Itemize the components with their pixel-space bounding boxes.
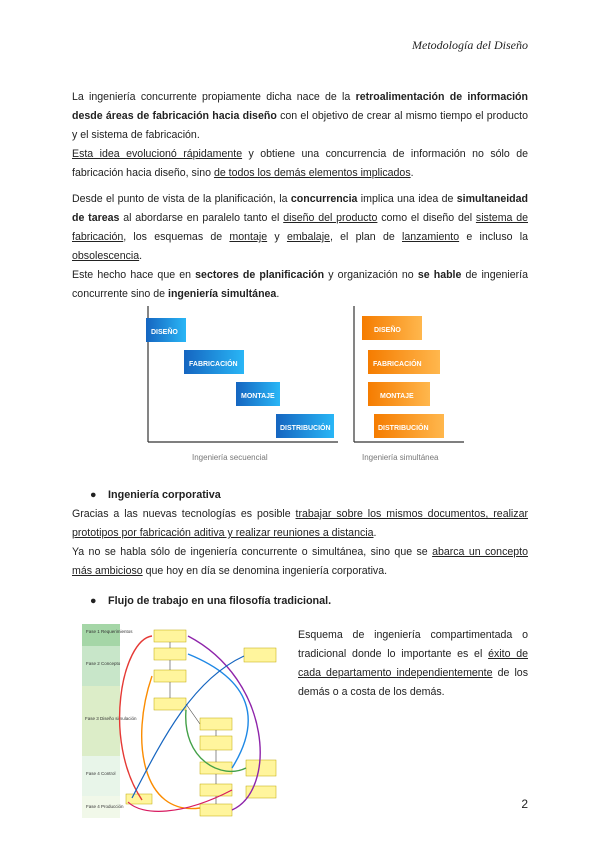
seq-caption: Ingeniería secuencial [192,453,268,462]
phase-4-box [82,756,120,796]
sim-caption: Ingeniería simultánea [362,453,439,462]
paragraph-traditional: Esquema de ingeniería compartimentada o tradicional donde lo importante es el éxito de cada departamento independientemente de los demás o a costa de los demás. [298,629,529,698]
seq-label-fabricacion: FABRICACIÓN [189,361,238,368]
seq-label-distribucion: DISTRIBUCIÓN [280,425,331,432]
paragraph-corporate: Gracias a las nuevas tecnologías es posible trabajar sobre los mismos documentos, realizar prototipos por fabricación aditiva y realizar reuniones a distancia. Ya no se habla sólo de ingeniería concurrente o simultánea, sino que se abarca un concepto más ambicioso que hoy en día se denomina ingeniería corporativa. [72,508,529,577]
sim-label-fabricacion: FABRICACIÓN [373,361,422,368]
paragraph-concurrent-origin: La ingeniería concurrente propiamente dicha nace de la retroalimentación de información desde áreas de fabricación hacia diseño con el objetivo de crear al mismo tiempo el producto y el sistema de fabricación. Esta idea evolucionó rápidamente y obtiene una concurrencia de información no sólo de fabricación hacia diseño, sino de todos los demás elementos implicados. [72,91,528,179]
phase-1-label: Fase 1 Requerimientos [86,629,133,634]
phase-3-box [82,686,120,756]
sim-label-montaje: MONTAJE [380,393,414,400]
traditional-workflow-figure [82,620,282,820]
phase-4-label: Fase 4 Control [86,771,116,776]
sim-label-diseno: DISEÑO [374,327,401,334]
sim-label-distribucion: DISTRIBUCIÓN [378,425,429,432]
phase-2-box [82,646,120,686]
phase-5-label: Fase 4 Producción [86,804,124,809]
bullet-corporate: ● Ingeniería corporativa [90,489,221,501]
seq-label-diseno: DISEÑO [151,329,178,336]
engineering-comparison-figure [140,302,470,472]
phase-2-label: Fase 2 Concepto [86,661,121,666]
phase-1-box [82,624,120,646]
paragraph-planning: Desde el punto de vista de la planificación, la concurrencia implica una idea de simultaneidad de tareas al abordarse en paralelo tanto el diseño del producto como el diseño del sistema de fabricación, los esquemas de montaje y embalaje, el plan de lanzamiento e incluso la obsolescencia. Este hecho hace que en sectores de planificación y organización no se hable de ingeniería concurrente sino de ingeniería simultánea. [72,193,529,300]
phase-3-label: Fase 3 Diseño simulación [85,716,137,721]
page-number: 2 [521,797,528,811]
page-header: Metodología del Diseño [412,38,528,52]
bullet-traditional-flow: ● Flujo de trabajo en una filosofía tradicional. [90,595,332,607]
seq-label-montaje: MONTAJE [241,393,275,400]
